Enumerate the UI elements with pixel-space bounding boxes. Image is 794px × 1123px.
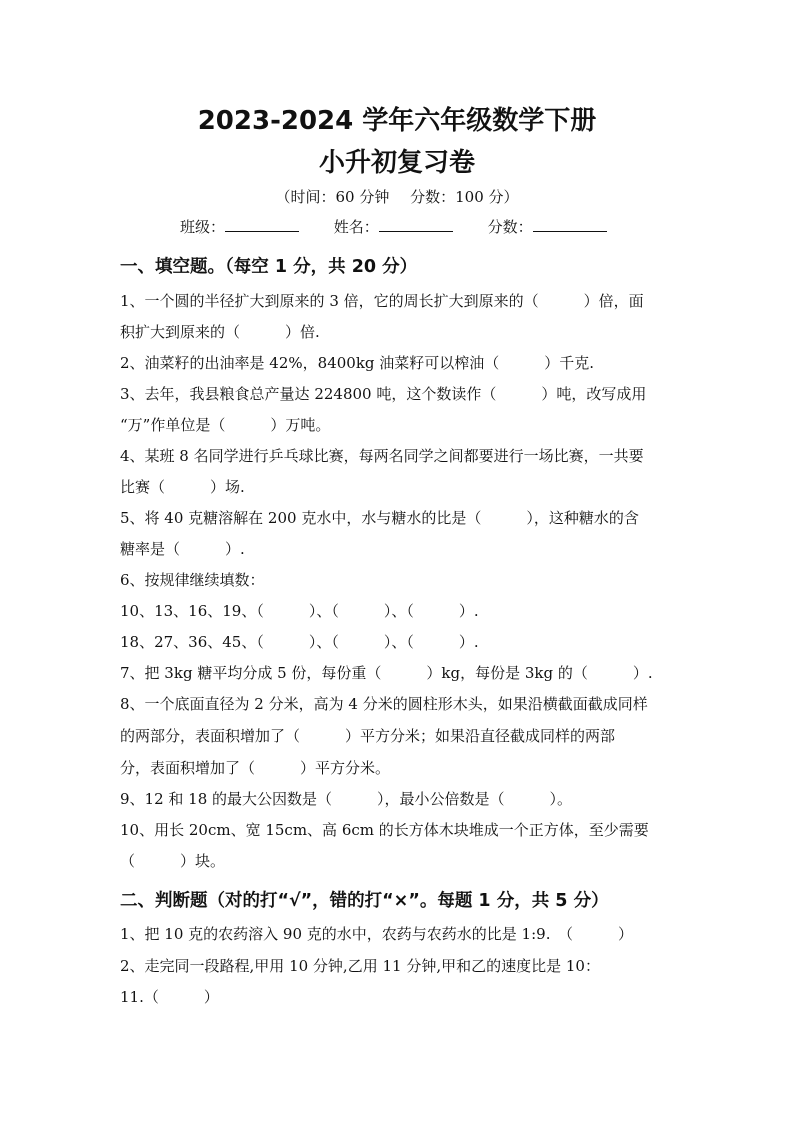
question-line: 9、12 和 18 的最大公因数是（ ），最小公倍数是（ ）。 bbox=[120, 790, 573, 808]
question-line: 的两部分，表面积增加了（ ）平方分米；如果沿直径截成同样的两部 bbox=[120, 727, 616, 745]
question-line: 糖率是（ ）. bbox=[120, 540, 245, 558]
question-line: 8、一个底面直径为 2 分米，高为 4 分米的圆柱形木头，如果沿横截面截成同样 bbox=[120, 695, 648, 713]
score-label: 分数： bbox=[487, 218, 533, 236]
student-info-row bbox=[180, 216, 637, 237]
question-line: （ ）块。 bbox=[120, 852, 226, 870]
question-line: 2、油菜籽的出油率是 42%，8400kg 油菜籽可以榨油（ ）千克. bbox=[120, 354, 595, 372]
time-info: （时间：60 分钟 bbox=[275, 188, 390, 206]
score-info: 分数：100 分） bbox=[410, 188, 519, 206]
question-line: 18、27、36、45、（ ）、（ ）、（ ）. bbox=[120, 633, 479, 651]
score-blank[interactable] bbox=[533, 217, 607, 232]
question-line: 积扩大到原来的（ ）倍. bbox=[120, 323, 320, 341]
question-line: “万”作单位是（ ）万吨。 bbox=[120, 416, 331, 434]
question-line: 分，表面积增加了（ ）平方分米。 bbox=[120, 759, 391, 777]
class-label: 班级： bbox=[180, 218, 226, 236]
question-line: 3、去年，我县粮食总产量达 224800 吨，这个数读作（ ）吨，改写成用 bbox=[120, 385, 647, 403]
exam-subtitle: 小升初复习卷 bbox=[318, 148, 475, 178]
name-blank[interactable] bbox=[379, 217, 453, 232]
exam-meta bbox=[0, 186, 794, 207]
question-line: 1、一个圆的半径扩大到原来的 3 倍，它的周长扩大到原来的（ ）倍，面 bbox=[120, 292, 644, 310]
question-line: 10、13、16、19、（ ）、（ ）、（ ）. bbox=[120, 602, 479, 620]
question-line: 1、把 10 克的农药溶入 90 克的水中，农药与农药水的比是 1:9. （ ） bbox=[120, 925, 633, 943]
question-line: 2、走完同一段路程,甲用 10 分钟,乙用 11 分钟,甲和乙的速度比是 10： bbox=[120, 957, 600, 975]
question-line: 5、将 40 克糖溶解在 200 克水中，水与糖水的比是（ ），这种糖水的含 bbox=[120, 509, 639, 527]
question-line: 比赛（ ）场. bbox=[120, 478, 245, 496]
section1-heading: 一、填空题。（每空 1 分，共 20 分） bbox=[120, 257, 418, 277]
section2-heading: 二、判断题（对的打“√”，错的打“×”。每题 1 分，共 5 分） bbox=[120, 891, 609, 911]
question-line: 11.（ ） bbox=[120, 988, 219, 1006]
question-line: 10、用长 20cm、宽 15cm、高 6cm 的长方体木块堆成一个正方体，至少需要 bbox=[120, 821, 649, 839]
question-line: 4、某班 8 名同学进行乒乓球比赛，每两名同学之间都要进行一场比赛，一共要 bbox=[120, 447, 644, 465]
name-label: 姓名： bbox=[333, 218, 379, 236]
question-line: 6、按规律继续填数： bbox=[120, 571, 265, 589]
class-blank[interactable] bbox=[225, 217, 299, 232]
exam-title: 2023-2024 学年六年级数学下册 bbox=[197, 106, 597, 136]
question-line: 7、把 3kg 糖平均分成 5 份，每份重（ ）kg，每份是 3kg 的（ ）. bbox=[120, 664, 653, 682]
